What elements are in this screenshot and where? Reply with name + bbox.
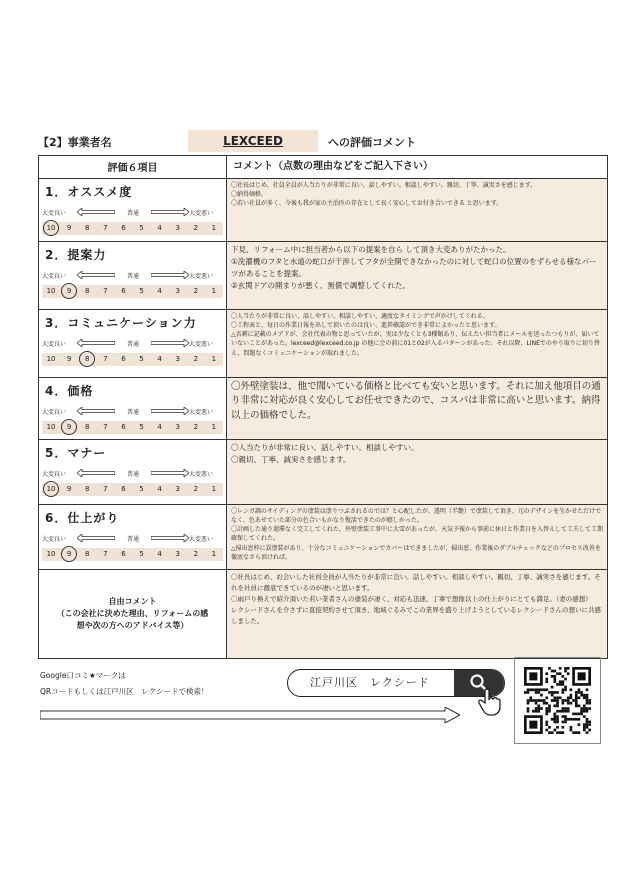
comment-line: 〇外壁塗装は、他で聞いている価格と比べても安いと思います。それに加え他項目の通り非常に対応が良く安心してお任せできたので、コスパは非常に高いと思います。納得以上の価格でした。 [231,380,601,421]
score-option[interactable]: 5 [139,550,144,558]
free-label-1: 自由コメント [108,596,157,606]
score-option[interactable]: 6 [121,423,126,431]
score-option[interactable]: 9 [60,287,78,295]
score-option[interactable]: 7 [103,550,108,558]
comment-line: 〇社長はじめ、社員全員が人当たりが非常に良い。話しやすい。相談しやすい。親切、丁寧、誠実さを感じます。 [231,181,537,189]
scale-bad: 大変悪い [189,470,214,478]
comment-cell [227,378,607,439]
score-option[interactable]: 8 [78,355,96,363]
scale-bad: 大変悪い [189,209,214,217]
arrow-left-icon [77,271,115,279]
comment-line: レクシードさんを介さずに直接契約させて頂き、地域ぐるみでこの業界を盛り上げようとしているレクシードさんの想いに共感しました。 [231,605,601,625]
scale-good: 大変良い [42,470,67,478]
footer-line-2: QRコードもしくは江戸川区 レクシードで検索！ [40,686,209,696]
evaluation-item [39,505,227,569]
arrow-left-icon [77,534,115,542]
scale-normal: 普通 [127,340,140,348]
score-option[interactable]: 1 [211,355,217,363]
score-option[interactable]: 5 [139,423,144,431]
evaluation-row [39,179,607,242]
scale-bad: 大変悪い [189,535,214,543]
score-option[interactable]: 10 [46,287,56,295]
score-option[interactable]: 2 [193,423,199,431]
item-title: 5．マナー [45,445,107,460]
score-option[interactable]: 4 [157,224,162,232]
score-option[interactable]: 4 [157,355,162,363]
score-option[interactable]: 9 [60,550,78,558]
scale-labels [39,206,226,218]
arrow-right-icon [151,271,189,279]
score-option[interactable]: 3 [175,550,180,558]
form-header [38,130,604,152]
comment-cell [227,440,607,504]
item-title: 2．提案力 [45,247,107,262]
score-option[interactable]: 4 [157,287,162,295]
comment-line: 〇納得価格。 [231,190,268,198]
evaluation-row [39,242,607,310]
hand-pointer-icon [474,686,504,716]
comment-line: 〇レンガ調のサイディングの塗装は塗りつぶされるのでは？と心配したが、透明（半艶）で塗装して頂き、元のデザインを生かせただけでなく、色あせていた部分の色合いもかなり復活できたのが嬉しかった。 [231,507,602,524]
comment-line: △掃出窓枠に誤塗装があり、十分なコミュニケーションでカバーはできましたが、掃出窓、作業後のダブルチェックなどのプロセス改善を徹底なさら頂ければ。 [231,544,601,561]
evaluation-row [39,505,607,570]
score-option[interactable]: 7 [103,355,108,363]
header-suffix: への評価コメント [328,136,416,149]
score-option[interactable]: 3 [175,485,180,493]
score-option[interactable]: 10 [42,485,60,493]
score-option[interactable]: 2 [193,355,199,363]
search-bar[interactable] [287,669,505,697]
scale-normal: 普通 [127,470,140,478]
free-comment-label [39,570,227,658]
score-option[interactable]: 5 [139,287,144,295]
arrow-right-icon [151,469,189,477]
evaluation-row [39,378,607,440]
company-name: LEXCEED [188,130,318,152]
comment-cell [227,310,607,377]
comment-line: 〇人当たりが非常に良い。話しやすい。相談しやすい。 [231,442,419,452]
scale-good: 大変良い [42,340,67,348]
score-option[interactable]: 8 [85,287,90,295]
arrow-right-icon [151,339,189,347]
free-comment-cell [227,570,607,658]
arrow-left-icon [77,469,115,477]
header-prefix: 【2】事業者名 [38,136,112,149]
comment-line: ①洗濯機のフタと水道の蛇口が干渉してフタが全開できなかったのに対して蛇口の位置のをずらせる様なパーツがあることを提案。 [231,256,597,278]
score-option[interactable]: 8 [85,423,90,431]
column-header-comment: コメント（点数の理由などをご記入下さい） [227,156,607,178]
score-option[interactable]: 1 [211,423,217,431]
score-option[interactable]: 3 [175,423,180,431]
score-scale [42,421,223,434]
score-option[interactable]: 3 [175,355,180,363]
comment-cell [227,179,607,241]
footer-note [40,668,208,700]
scale-bad: 大変悪い [189,272,214,280]
comment-line: 〇人当たりが非常に良い、話しやすい、相談しやすい、適度なタイミングで声かけしてくれる。 [231,312,489,320]
score-option[interactable]: 9 [66,224,72,232]
score-scale [42,353,223,366]
item-title: 1．オススメ度 [45,184,133,199]
score-option[interactable]: 2 [193,224,199,232]
score-option[interactable]: 9 [60,423,78,431]
scale-labels [39,337,226,349]
score-option[interactable]: 2 [193,550,199,558]
score-option[interactable]: 8 [85,485,90,493]
score-option[interactable]: 1 [211,287,217,295]
score-option[interactable]: 8 [85,550,90,558]
score-option[interactable]: 7 [103,287,108,295]
score-option[interactable]: 7 [103,224,108,232]
evaluation-table [38,155,608,659]
table-header-row [39,156,607,179]
item-title: 6．仕上がり [45,510,120,525]
score-option[interactable]: 2 [193,485,199,493]
comment-cell [227,242,607,309]
free-comment-row [39,570,607,658]
comment-line: △名刺に記載のメアドが、会社代表の物と思っていたが、実は少なくとも3種類あり、伝えたい担当者にメールを送ったつもりが、届いていないことがあった。lexceed@lexceed.co.jp の他に会の前に01と02が入るパターンがあった。それ以降、LINEでのやり取りに切り替え、問題なくコミュニケーションが取れました。 [231,331,600,357]
score-scale [42,285,223,298]
comment-line: ②玄関ドアの開まりが悪く、無償で調整してくれた。 [231,280,410,290]
scale-labels [39,405,226,417]
scale-good: 大変良い [42,408,67,416]
column-header-items: 評価６項目 [39,156,227,178]
score-option[interactable]: 7 [103,423,108,431]
score-option[interactable]: 10 [42,224,60,232]
search-query-text[interactable]: 江戸川区 レクシード [310,676,430,689]
score-option[interactable]: 1 [211,550,217,558]
score-option[interactable]: 5 [139,355,144,363]
comment-line: 〇計画した通り遅滞なく完工してくれた。外壁塗装工事中に大雪があったが、天気予報から事前に休日と作業日を入替えして工夫して工期確保してくれた。 [231,526,603,543]
score-option[interactable]: 5 [139,485,144,493]
scale-labels [39,532,226,544]
scale-labels [39,269,226,281]
score-option[interactable]: 10 [46,423,56,431]
score-scale [42,483,223,496]
item-title: 3．コミュニケーション力 [45,315,197,330]
score-option[interactable]: 9 [66,355,72,363]
qr-code[interactable] [524,667,591,734]
scale-good: 大変良い [42,209,67,217]
score-scale [42,222,223,235]
score-option[interactable]: 4 [157,423,162,431]
footer-line-1: Google口コミ★マークは [40,671,126,680]
scale-normal: 普通 [127,272,140,280]
score-option[interactable]: 5 [139,224,144,232]
scale-bad: 大変悪い [189,340,214,348]
scale-normal: 普通 [127,535,140,543]
arrow-right-icon [151,208,189,216]
free-label-3: 想や次の方へのアドバイス等） [76,620,189,630]
score-option[interactable]: 8 [85,224,90,232]
arrow-to-qr-icon [40,707,460,723]
scale-good: 大変良い [42,535,67,543]
comment-line: 〇雨戸り換えで紹介頂いた若い業者さんの塗装が凄く、対応も迅速、丁寧で想像以上の仕上がりにとても満足。（妻の感想） [231,594,592,603]
evaluation-item [39,378,227,439]
evaluation-item [39,440,227,504]
score-option[interactable]: 6 [121,224,126,232]
arrow-left-icon [77,208,115,216]
scale-normal: 普通 [127,408,140,416]
comment-line: 下見、リフォーム中に担当者から以下の提案を自ら して頂き大変ありがたかった。 [231,244,511,254]
arrow-left-icon [77,339,115,347]
evaluation-item [39,179,227,241]
scale-good: 大変良い [42,272,67,280]
score-option[interactable]: 4 [157,550,162,558]
score-option[interactable]: 6 [121,550,126,558]
score-option[interactable]: 6 [121,485,126,493]
evaluation-row [39,440,607,505]
score-option[interactable]: 4 [157,485,162,493]
comment-line: 〇社長はじめ、お会いした社員全員が人当たりが非常に良い。話しやすい。相談しやすい。親切、丁寧、誠実さを感じます。それを社員に徹底できているのが凄いと思います。 [231,572,601,592]
score-scale [42,548,223,561]
comment-cell [227,505,607,569]
evaluation-item [39,310,227,377]
comment-line: 〇工程表と、毎日の作業日報を出して頂いたのは良い、進捗確認ができ非常によかったと思います。 [231,321,501,329]
scale-labels [39,467,226,479]
arrow-right-icon [151,407,189,415]
evaluation-row [39,310,607,378]
item-title: 4．価格 [45,383,94,398]
comment-line: 〇若い社員が多く、今後も我が家の主治医の存在として長く安心してお付き合いできる と思います。 [231,200,503,208]
score-option[interactable]: 10 [46,550,56,558]
score-option[interactable]: 9 [66,485,72,493]
score-option[interactable]: 6 [121,287,126,295]
score-option[interactable]: 1 [211,485,217,493]
scale-normal: 普通 [127,209,140,217]
evaluation-item [39,242,227,309]
arrow-right-icon [151,534,189,542]
free-label-2: （この会社に決めた理由、リフォームの感 [56,608,209,618]
score-option[interactable]: 6 [121,355,126,363]
score-option[interactable]: 3 [175,224,180,232]
score-option[interactable]: 10 [46,355,56,363]
arrow-left-icon [77,407,115,415]
scale-bad: 大変悪い [189,408,214,416]
score-option[interactable]: 1 [211,224,217,232]
score-option[interactable]: 3 [175,287,180,295]
score-option[interactable]: 7 [103,485,108,493]
comment-line: 〇親切、丁寧、誠実さを感じます。 [231,454,351,464]
score-option[interactable]: 2 [193,287,199,295]
